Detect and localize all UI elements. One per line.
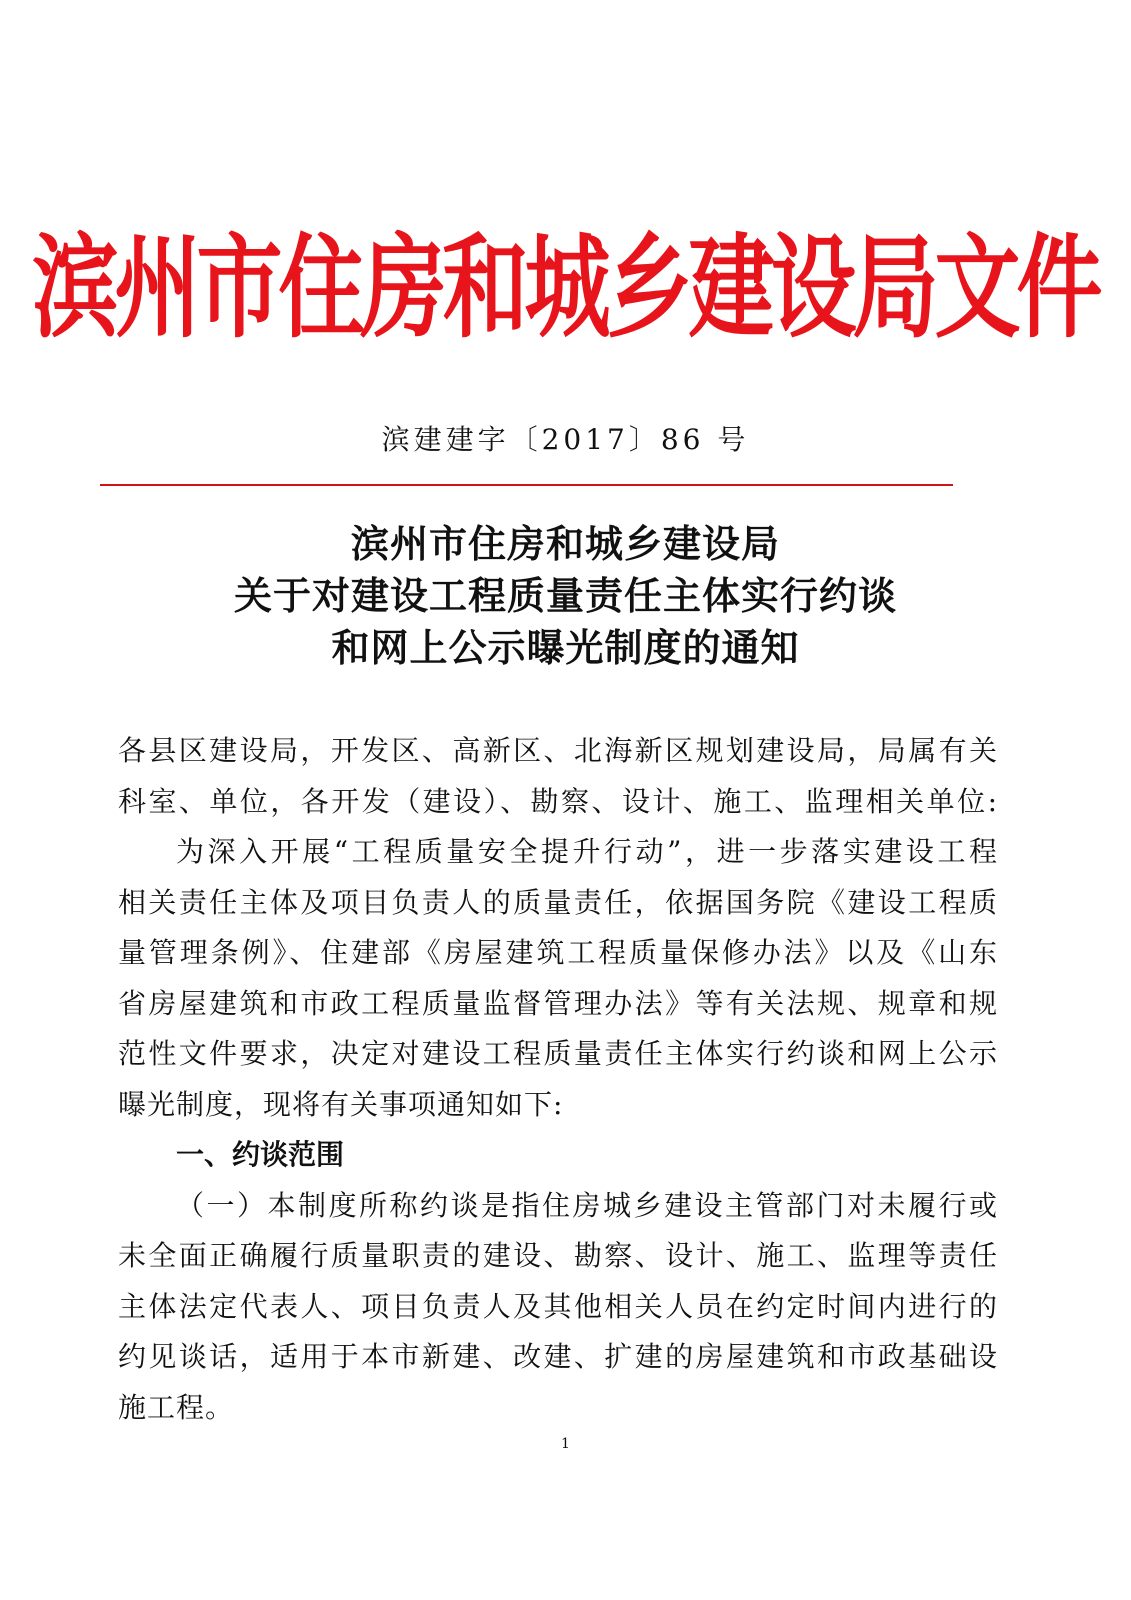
paragraph-line: 约见谈话，适用于本市新建、改建、扩建的房屋建筑和市政基础设	[118, 1340, 998, 1373]
addressee-line: 科室、单位，各开发（建设）、勘察、设计、施工、监理相关单位:	[118, 784, 998, 818]
masthead-title: 滨州市住房和城乡建设局文件	[32, 224, 1099, 354]
document-title	[0, 518, 1131, 674]
document-number: 滨建建字〔2017〕86 号	[381, 423, 750, 456]
title-line: 滨州市住房和城乡建设局	[350, 521, 780, 566]
paragraph-line: 省房屋建筑和市政工程质量监督管理办法》等有关法规、规章和规	[118, 986, 998, 1020]
red-divider-rule	[100, 484, 953, 486]
section-heading: 一、约谈范围	[176, 1138, 345, 1171]
paragraph-line: 范性文件要求，决定对建设工程质量责任主体实行约谈和网上公示	[118, 1037, 998, 1070]
page-number: 1	[561, 1436, 570, 1452]
paragraph-line: 量管理条例》、住建部《房屋建筑工程质量保修办法》以及《山东	[118, 936, 998, 969]
paragraph-line: （一）本制度所称约谈是指住房城乡建设主管部门对未履行或	[176, 1188, 998, 1222]
paragraph-line: 为深入开展“工程质量安全提升行动”，进一步落实建设工程	[176, 835, 998, 868]
paragraph-line: 未全面正确履行质量职责的建设、勘察、设计、施工、监理等责任	[118, 1239, 998, 1272]
document-body	[118, 726, 998, 1433]
paragraph-line: 相关责任主体及项目负责人的质量责任，依据国务院《建设工程质	[118, 885, 998, 919]
title-line: 关于对建设工程质量责任主体实行约谈	[233, 573, 897, 618]
addressee-line: 各县区建设局，开发区、高新区、北海新区规划建设局，局属有关	[118, 734, 998, 767]
paragraph-line: 主体法定代表人、项目负责人及其他相关人员在约定时间内进行的	[118, 1289, 998, 1323]
paragraph-line: 曝光制度，现将有关事项通知如下:	[118, 1087, 564, 1121]
title-line: 和网上公示曝光制度的通知	[331, 625, 800, 670]
paragraph-line: 施工程。	[118, 1390, 235, 1424]
